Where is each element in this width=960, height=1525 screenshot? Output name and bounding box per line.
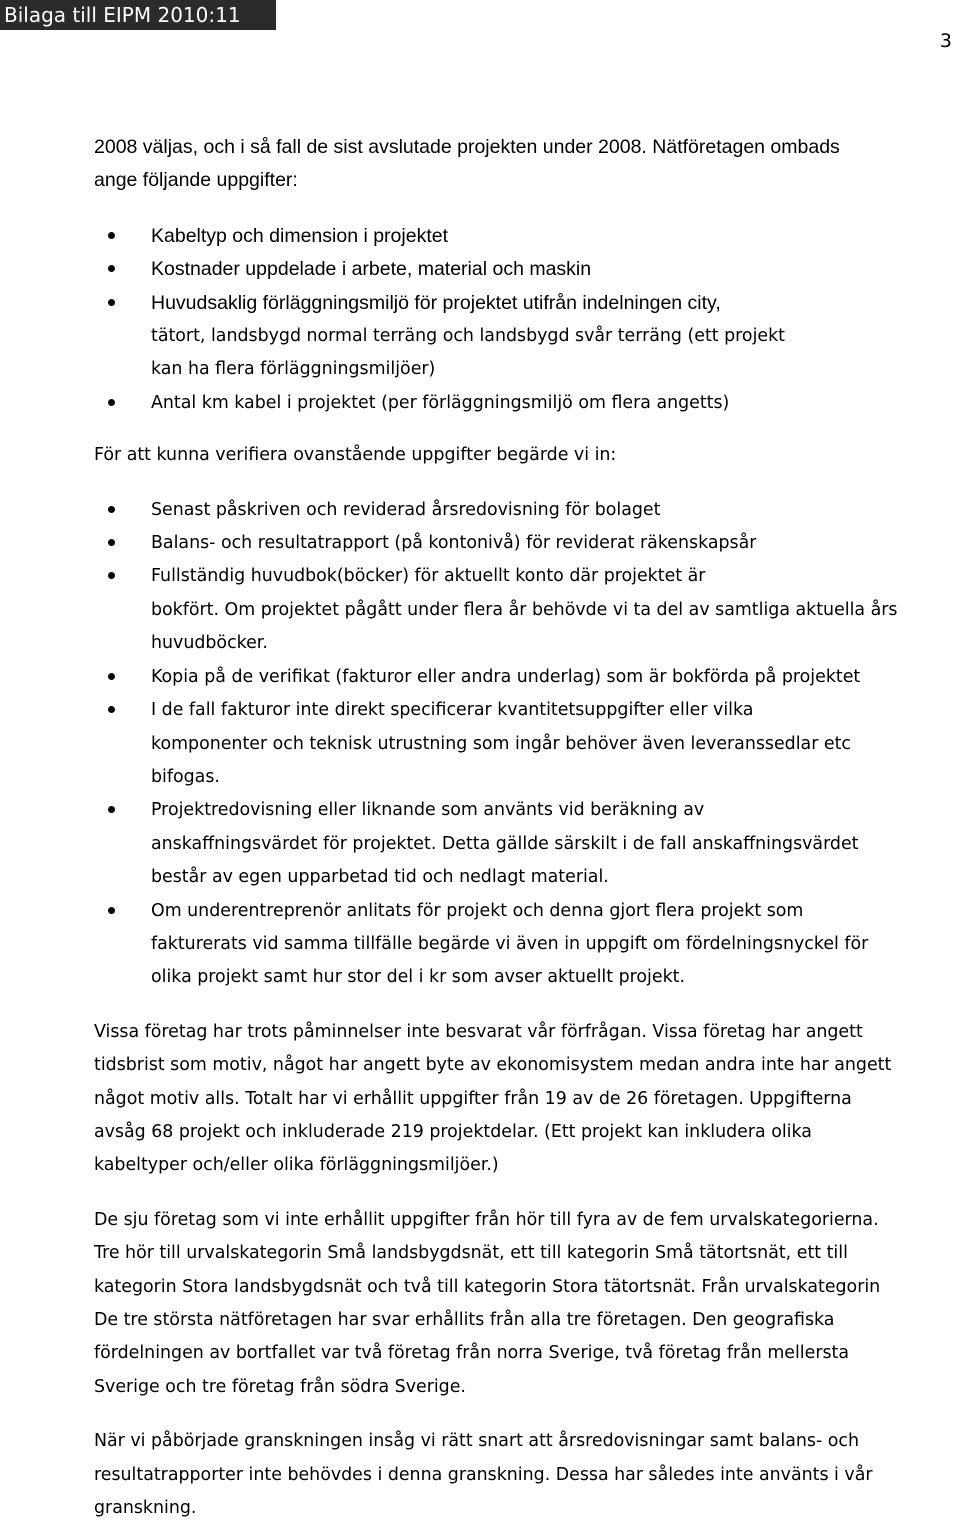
bullet-icon bbox=[108, 673, 115, 680]
list-item: Kostnader uppdelade i arbete, material och maskin bbox=[94, 253, 960, 286]
bullet-icon bbox=[108, 572, 115, 579]
bullet-icon bbox=[108, 806, 115, 813]
bullet-icon bbox=[108, 907, 115, 914]
document-body bbox=[94, 131, 960, 1525]
missing-companies-paragraph: De sju företag som vi inte erhållit uppgifter från hör till fyra av de fem urvalskategorierna. Tre hör till urvalskategorin Små landsbygdsnät, ett till kategorin Små tätortsnät, ett till kategorin Stora landsbygdsnät och två till kategorin Stora tätortsnät. Från urvalskategorin De tre största nätföretagen har svar erhållits från alla tre företagen. Den geografiska fördelningen av bortfallet var två företag från norra Sverige, två företag från mellersta Sverige och tre företag från södra Sverige. bbox=[94, 1209, 881, 1397]
intro-paragraph bbox=[94, 131, 960, 198]
bullet-icon bbox=[108, 265, 115, 272]
intro-line: ange följande uppgifter: bbox=[94, 169, 298, 192]
list-item: Antal km kabel i projektet (per förläggningsmiljö om flera angetts) bbox=[94, 387, 960, 420]
list-item: Fullständig huvudbok(böcker) för aktuellt konto där projektet är bokfört. Om projektet pågått under flera år behövde vi ta del av samtliga aktuella års huvudböcker. bbox=[94, 560, 960, 660]
bullet-icon bbox=[108, 399, 115, 406]
verify-paragraph: För att kunna verifiera ovanstående uppgifter begärde vi in: bbox=[94, 445, 617, 466]
bullet-icon bbox=[108, 706, 115, 713]
requested-data-list bbox=[94, 220, 960, 420]
review-paragraph: När vi påbörjade granskningen insåg vi rätt snart att årsredovisningar samt balans- och resultatrapporter inte behövdes i denna granskning. Dessa har således inte använts i vår granskning. bbox=[94, 1431, 873, 1519]
verification-documents-list bbox=[94, 494, 960, 995]
list-item: I de fall fakturor inte direkt specificerar kvantitetsuppgifter eller vilka komponenter och teknisk utrustning som ingår behöver även leveranssedlar etc bifogas. bbox=[94, 694, 960, 794]
list-item: Kabeltyp och dimension i projektet bbox=[94, 220, 960, 253]
bullet-icon bbox=[108, 506, 115, 513]
bullet-icon bbox=[108, 232, 115, 239]
list-item: Huvudsaklig förläggningsmiljö för projektet utifrån indelningen city, tätort, landsbygd normal terräng och landsbygd svår terräng (ett projekt kan ha flera förläggningsmiljöer) bbox=[94, 287, 960, 387]
bullet-icon bbox=[108, 299, 115, 306]
list-item: Balans- och resultatrapport (på kontonivå) för reviderat räkenskapsår bbox=[94, 527, 960, 560]
list-item: Projektredovisning eller liknande som använts vid beräkning av anskaffningsvärdet för projektet. Detta gällde särskilt i de fall anskaffningsvärdet består av egen upparbetad tid och nedlagt material. bbox=[94, 794, 960, 894]
document-header-title: Bilaga till EIPM 2010:11 bbox=[0, 0, 276, 30]
bullet-icon bbox=[108, 539, 115, 546]
list-item: Kopia på de verifikat (fakturor eller andra underlag) som är bokförda på projektet bbox=[94, 661, 960, 694]
list-item: Om underentreprenör anlitats för projekt och denna gjort flera projekt som fakturerats vid samma tillfälle begärde vi även in uppgift om fördelningsnyckel för olika projekt samt hur stor del i kr som avser aktuellt projekt. bbox=[94, 895, 960, 995]
reminders-paragraph: Vissa företag har trots påminnelser inte besvarat vår förfrågan. Vissa företag har angett tidsbrist som motiv, något har angett byte av ekonomisystem medan andra inte har angett något motiv alls. Totalt har vi erhållit uppgifter från 19 av de 26 företagen. Uppgifterna avsåg 68 projekt och inkluderade 219 projektdelar. (Ett projekt kan inkludera olika kabeltyper och/eller olika förläggningsmiljöer.) bbox=[94, 1021, 892, 1176]
list-item: Senast påskriven och reviderad årsredovisning för bolaget bbox=[94, 494, 960, 527]
page-number: 3 bbox=[939, 30, 952, 52]
intro-line: 2008 väljas, och i så fall de sist avslutade projekten under 2008. Nätföretagen ombads bbox=[94, 136, 840, 158]
